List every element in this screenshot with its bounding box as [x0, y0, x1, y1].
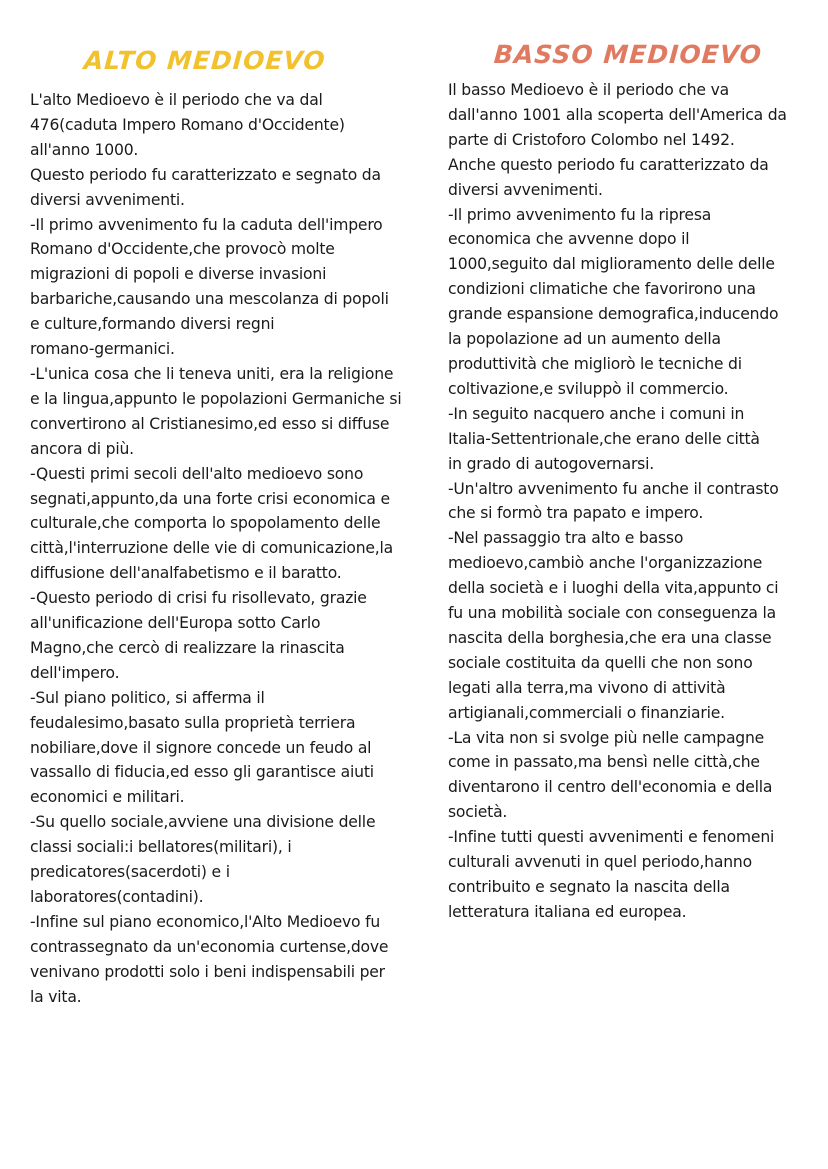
- text-line: -Questo periodo di crisi fu risollevato, grazie: [30, 589, 367, 608]
- text-line: dall'anno 1001 alla scoperta dell'America da: [448, 105, 787, 124]
- text-line: e culture,formando diversi regni: [30, 315, 275, 334]
- text-line: vassallo di fiducia,ed esso gli garantisce aiuti: [30, 763, 374, 782]
- text-line: -Nel passaggio tra alto e basso: [448, 529, 684, 548]
- text-line: Anche questo periodo fu caratterizzato da: [448, 155, 769, 174]
- text-line: diffusione dell'analfabetismo e il baratto.: [30, 564, 342, 583]
- text-line: -Questi primi secoli dell'alto medioevo sono: [30, 464, 364, 483]
- text-line: e la lingua,appunto le popolazioni Germaniche si: [30, 389, 402, 408]
- text-line: la popolazione ad un aumento della: [448, 330, 721, 349]
- text-line: fu una mobilità sociale con conseguenza la: [448, 604, 776, 623]
- text-line: L'alto Medioevo è il periodo che va dal: [30, 91, 323, 109]
- text-line: medioevo,cambiò anche l'organizzazione: [448, 554, 763, 573]
- text-line: che si formò tra papato e impero.: [448, 504, 704, 523]
- text-line: classi sociali:i bellatores(militari), i: [30, 838, 292, 857]
- text-line: produttività che migliorò le tecniche di: [448, 354, 742, 373]
- text-line: coltivazione,e sviluppò il commercio.: [448, 379, 729, 398]
- text-line: migrazioni di popoli e diverse invasioni: [30, 265, 327, 284]
- text-line: feudalesimo,basato sulla proprietà terriera: [30, 713, 356, 732]
- text-line: -La vita non si svolge più nelle campagne: [448, 728, 765, 747]
- text-line: -Un'altro avvenimento fu anche il contrasto: [448, 479, 779, 498]
- text-line: nobiliare,dove il signore concede un feudo al: [30, 738, 372, 757]
- text-line: economici e militari.: [30, 788, 185, 807]
- text-line: -L'unica cosa che li teneva uniti, era la religione: [30, 364, 394, 383]
- text-line: la vita.: [30, 987, 82, 1006]
- text-line: -Il primo avvenimento fu la caduta dell'impero: [30, 215, 383, 234]
- text-line: economica che avvenne dopo il: [448, 230, 690, 249]
- text-line: grande espansione demografica,inducendo: [448, 305, 779, 324]
- text-line: condizioni climatiche che favorirono una: [448, 280, 756, 299]
- text-line: diventarono il centro dell'economia e della: [448, 778, 773, 797]
- text-line: ancora di più.: [30, 439, 134, 458]
- text-line: diversi avvenimenti.: [30, 190, 185, 209]
- text-line: letteratura italiana ed europea.: [448, 902, 687, 921]
- text-line: culturali avvenuti in quel periodo,hanno: [448, 853, 752, 872]
- text-line: segnati,appunto,da una forte crisi economica e: [30, 489, 390, 508]
- text-line: all'unificazione dell'Europa sotto Carlo: [30, 614, 321, 633]
- text-line: in grado di autogovernarsi.: [448, 454, 654, 473]
- text-line: sociale costituita da quelli che non sono: [448, 653, 753, 672]
- text-line: culturale,che comporta lo spopolamento delle: [30, 514, 381, 533]
- basso-medioevo-text: [448, 78, 787, 925]
- alto-medioevo-text: [30, 88, 402, 1010]
- text-line: parte di Cristoforo Colombo nel 1492.: [448, 130, 735, 149]
- text-line: -Il primo avvenimento fu la ripresa: [448, 205, 712, 224]
- text-line: 1000,seguito dal miglioramento delle delle: [448, 255, 775, 274]
- text-line: predicatores(sacerdoti) e i: [30, 863, 230, 882]
- text-line: contribuito e segnato la nascita della: [448, 878, 730, 896]
- text-line: dell'impero.: [30, 663, 120, 682]
- text-line: città,l'interruzione delle vie di comunicazione,la: [30, 539, 394, 558]
- text-line: Questo periodo fu caratterizzato e segnato da: [30, 165, 381, 184]
- text-line: venivano prodotti solo i beni indispensabili per: [30, 962, 385, 981]
- text-line: -Sul piano politico, si afferma il: [30, 688, 265, 707]
- text-line: laboratores(contadini).: [30, 888, 204, 906]
- text-line: -Infine tutti questi avvenimenti e fenomeni: [448, 828, 775, 847]
- text-line: -In seguito nacquero anche i comuni in: [448, 404, 745, 423]
- text-line: -Infine sul piano economico,l'Alto Medioevo fu: [30, 912, 381, 931]
- text-line: contrassegnato da un'economia curtense,dove: [30, 937, 389, 956]
- text-line: come in passato,ma bensì nelle città,che: [448, 753, 760, 772]
- text-line: diversi avvenimenti.: [448, 180, 603, 199]
- text-line: artigianali,commerciali o finanziarie.: [448, 703, 725, 722]
- text-line: romano-germanici.: [30, 340, 175, 359]
- text-line: Italia-Settentrionale,che erano delle città: [448, 429, 760, 448]
- alto-medioevo-title: ALTO MEDIOEVO: [82, 46, 327, 75]
- text-line: convertirono al Cristianesimo,ed esso si diffuse: [30, 414, 390, 433]
- text-line: barbariche,causando una mescolanza di popoli: [30, 290, 389, 309]
- text-line: Romano d'Occidente,che provocò molte: [30, 240, 335, 259]
- text-line: della società e i luoghi della vita,appunto ci: [448, 579, 779, 598]
- text-line: Magno,che cercò di realizzare la rinascita: [30, 638, 345, 657]
- text-line: Il basso Medioevo è il periodo che va: [448, 81, 729, 99]
- text-line: legati alla terra,ma vivono di attività: [448, 678, 726, 697]
- text-line: -Su quello sociale,avviene una divisione delle: [30, 813, 376, 832]
- text-line: società.: [448, 803, 508, 822]
- text-line: all'anno 1000.: [30, 140, 139, 159]
- basso-medioevo-title: BASSO MEDIOEVO: [492, 40, 763, 69]
- text-line: nascita della borghesia,che era una classe: [448, 628, 772, 647]
- text-line: 476(caduta Impero Romano d'Occidente): [30, 115, 345, 134]
